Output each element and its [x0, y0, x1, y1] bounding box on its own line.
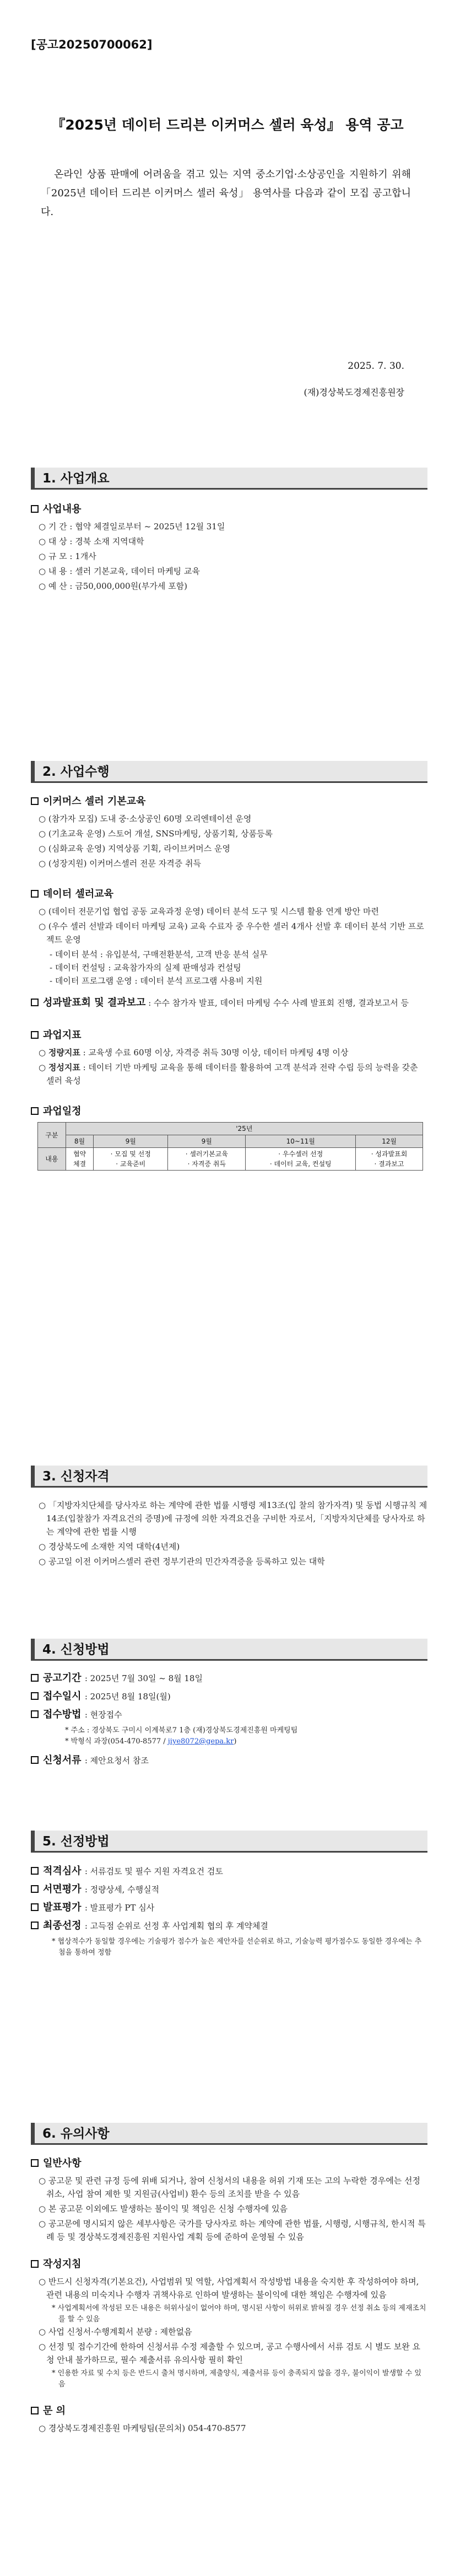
- list-item: ○ 기 간 : 협약 체결일로부터 ~ 2025년 12월 31일: [31, 520, 427, 533]
- list-subitem: - 데이터 컨설팅 : 교육참가자의 실제 판매성과 컨설팅: [31, 961, 427, 974]
- field-label: 공고기간: [43, 1672, 82, 1684]
- field-value: 현장접수: [90, 1710, 122, 1720]
- contact-note: * 박형식 과장(054-470-8577 / jiye8072@gepa.kr): [31, 1736, 427, 1747]
- list-item: ○ 공고문에 명시되지 않은 세부사항은 국가를 당사자로 하는 계약에 관한 법률, 시행령, 시행규칙, 한시적 특례 등 및 경상북도경제진흥원 지원사업 계획 등에 준하여 운영될 수 있음: [31, 2217, 427, 2244]
- table-header: '25년: [66, 1123, 422, 1135]
- field-label: 최종선정: [43, 1920, 82, 1931]
- table-header: 구분: [38, 1123, 66, 1148]
- checkbox-icon: [31, 1692, 39, 1700]
- address-note: * 주소 : 경상북도 구미시 이계북로7 1층 (재)경상북도경제진흥원 마케팅팀: [31, 1725, 427, 1736]
- checkbox-icon: [31, 890, 39, 898]
- indicator-value: 데이터 기반 마케팅 교육을 통해 데이터를 활용하여 고객 분석과 전략 수립 등의 능력을 갖춘 셀러 육성: [46, 1062, 418, 1086]
- notice-number: [공고20250700062]: [31, 38, 153, 51]
- checkbox-icon: [31, 1031, 39, 1039]
- email-link[interactable]: jiye8072@gepa.kr: [167, 1737, 234, 1746]
- list-subitem: - 데이터 분석 : 유입분석, 구매전환분석, 고객 반응 분석 실무: [31, 948, 427, 961]
- field-value: 2025년 7월 30일 ~ 8월 18일: [90, 1673, 203, 1683]
- list-item: ○ (데이터 전문기업 협업 공동 교육과정 운영) 데이터 분석 도구 및 시스템 활용 연계 방안 마련: [31, 905, 427, 918]
- indicator-label: 정량지표: [48, 1048, 80, 1058]
- list-item: ○ 사업 신청서·수행계획서 분량 : 제한없음: [31, 2325, 427, 2338]
- eligibility-block: [31, 1499, 427, 1570]
- list-subitem: - 데이터 프로그램 운영 : 데이터 분석 프로그램 사용비 지원: [31, 974, 427, 988]
- section-header-execution: 2. 사업수행: [31, 761, 427, 783]
- section-header-application: 4. 신청방법: [31, 1639, 427, 1661]
- list-item: ○ (참가자 모집) 도내 중·소상공인 60명 오리엔테이션 운영: [31, 812, 427, 825]
- table-cell: · 성과발표회 · 결과보고: [356, 1148, 423, 1171]
- table-header: 8월: [66, 1135, 94, 1148]
- field-value: 정량상세, 수행실적: [90, 1885, 160, 1895]
- section-header-overview: 1. 사업개요: [31, 468, 427, 490]
- table-cell: · 셀러기본교육 · 자격증 취득: [168, 1148, 246, 1171]
- checkbox-icon: [31, 1867, 39, 1875]
- checkbox-icon: [31, 1922, 39, 1929]
- field-value: 제안요청서 참조: [90, 1756, 149, 1765]
- checkbox-icon: [31, 2159, 39, 2167]
- selection-block: 적격심사 : 서류검토 및 필수 지원 자격요건 검토 서면평가 : 정량상세, 수행실적 발표평가 : 발표평가 PT 심사 최종선정 : 고득점 순위로 선정 후 사업계획 협의 후 계약체결 * 협상적수가 동일할 경우에는 기술평가 점수가 높은 제안자를 선순위로 하고, 기술능력 평가점수도 동일한 경우에는 추첨을 통하여 정함: [31, 1864, 427, 1958]
- notice-date: 2025. 7. 30.: [348, 361, 404, 372]
- list-item: ○ (성장지원) 이커머스셀러 전문 자격증 취득: [31, 857, 427, 870]
- table-header: 9월: [168, 1135, 246, 1148]
- table-header: 12월: [356, 1135, 423, 1148]
- section-header-eligibility: 3. 신청자격: [31, 1466, 427, 1488]
- list-item: ○ 예 산 : 금50,000,000원(부가세 포함): [31, 579, 427, 593]
- checkbox-icon: [31, 1885, 39, 1893]
- checkbox-icon: [31, 2260, 39, 2268]
- heading-schedule: 과업일정: [43, 1105, 82, 1117]
- schedule-table: [37, 1122, 423, 1171]
- field-label: 접수일시: [43, 1690, 82, 1702]
- heading-general: 일반사항: [43, 2158, 82, 2169]
- heading-contact: 문 의: [43, 2405, 66, 2417]
- overview-heading: 사업내용: [43, 503, 82, 515]
- application-block: 공고기간 : 2025년 7월 30일 ~ 8월 18일 접수일시 : 2025년 8월 18일(월) 접수방법 : 현장접수 * 주소 : 경상북도 구미시 이계북로7 1층 (재)경상북도경제진흥원 마케팅팀 * 박형식 과장(054-470-8577 / jiye8072@gepa.kr) 신청서류 : 제안요청서 참조: [31, 1671, 427, 1771]
- notes-block: [31, 2156, 427, 2437]
- list-item: ○ 대 상 : 경북 소재 지역대학: [31, 535, 427, 548]
- execution-block: 이커머스 셀러 기본교육 ○ (참가자 모집) 도내 중·소상공인 60명 오리엔테이션 운영 ○ (기초교육 운영) 스토어 개설, SNS마케팅, 상품기획, 상품등록 ○ (심화교육 운영) 지역상품 기획, 라이브커머스 운영 ○ (성장지원) 이커머스셀러 전문 자격증 취득 데이터 셀러교육 ○ (데이터 전문기업 협업 공동 교육과정 운영) 데이터 분석 도구 및 시스템 활용 연계 방안 마련 ○ (우수 셀러 선발과 데이터 마케팅 교육) 교육 수료자 중 우수한 셀러 4개사 선발 후 데이터 분석 기반 프로젝트 운영 - 데이터 분석 : 유입분석, 구매전환분석, 고객 반응 분석 실무 - 데이터 컨설팅 : 교육참가자의 실제 판매성과 컨설팅 - 데이터 프로그램 운영 : 데이터 분석 프로그램 사용비 지원 성과발표회 및 결과보고 : 수수 참가자 발표, 데이터 마케팅 수수 사례 발표회 진행, 결과보고서 등 과업지표 ○ 정량지표 : 교육생 수료 60명 이상, 자격증 취득 30명 이상, 데이터 마케팅 4명 이상 ○ 정성지표 : 데이터 기반 마케팅 교육을 통해 데이터를 활용하여 고객 분석과 전략 수립 등의 능력을 갖춘 셀러 육성 과업일정 구분 '25년 8월 9월 9월 10~11월 12월 내용 협약 체결 · 모집 및 선정 · 교육준비 · 셀러기본교육 · 자격증 취득 · 우수셀러 선정 · 데이터 교육, 컨설팅 · 성과발표회 · 결과보고: [31, 794, 427, 1171]
- list-item: ○ (우수 셀러 선발과 데이터 마케팅 교육) 교육 수료자 중 우수한 셀러 4개사 선발 후 데이터 분석 기반 프로젝트 운영: [31, 920, 427, 946]
- list-note: * 사업계획서에 작성된 모든 내용은 허위사실이 없어야 하며, 명시된 사항이 허위로 밝혀질 경우 선정 취소 등의 제재조치를 할 수 있음: [31, 2303, 427, 2325]
- indicator-value: 교육생 수료 60명 이상, 자격증 취득 30명 이상, 데이터 마케팅 4명 이상: [88, 1048, 349, 1058]
- indicator-label: 정성지표: [48, 1062, 80, 1072]
- heading-results: 성과발표회 및 결과보고: [43, 997, 146, 1008]
- list-item: ○ 공고일 이전 이커머스셀러 관련 정부기관의 민간자격증을 등록하고 있는 대학: [31, 1555, 427, 1568]
- table-cell: · 모집 및 선정 · 교육준비: [94, 1148, 168, 1171]
- heading-guidelines: 작성지침: [43, 2258, 82, 2270]
- table-header: 10~11월: [246, 1135, 356, 1148]
- list-item: ○ 「지방자치단체를 당사자로 하는 계약에 관한 법률 시행령 제13조(입 찰의 참가자격) 및 동법 시행규칙 제14조(입찰참가 자격요건의 증명)에 규정에 의한 자격요건을 구비한 자로서,「지방자치단체를 당사자로 하는 계약에 관한 법률 시행: [31, 1499, 427, 1538]
- field-value: 2025년 8월 18일(월): [90, 1692, 171, 1702]
- list-item: ○ 선정 및 접수기간에 한하여 신청서류 수정 제출할 수 있으며, 공고 수행사에서 서류 검토 시 별도 보완 요청 안내 불가하므로, 필수 제출서류 유의사항 필히 확인: [31, 2340, 427, 2366]
- list-item: ○ 반드시 신청자격(기본요건), 사업범위 및 역할, 사업계획서 작성방법 내용을 숙지한 후 작성하여야 하며, 관련 내용의 미숙지나 수행자 귀책사유로 인하여 발생하는 불이익에 대한 책임은 수행자에 있음: [31, 2275, 427, 2301]
- heading-data-education: 데이터 셀러교육: [43, 888, 113, 900]
- list-item: ○ 경상북도에 소재한 지역 대학(4년제): [31, 1540, 427, 1553]
- checkbox-icon: [31, 1674, 39, 1682]
- table-cell: 협약 체결: [66, 1148, 94, 1171]
- field-label: 신청서류: [43, 1754, 82, 1766]
- field-label: 서면평가: [43, 1883, 82, 1895]
- section-header-notes: 6. 유의사항: [31, 2123, 427, 2145]
- field-value: 고득점 순위로 선정 후 사업계획 협의 후 계약체결: [90, 1921, 268, 1931]
- page-title: 『2025년 데이터 드리븐 이커머스 셀러 육성』 용역 공고: [51, 117, 404, 133]
- table-cell: 내용: [38, 1148, 66, 1171]
- checkbox-icon: [31, 1107, 39, 1115]
- checkbox-icon: [31, 797, 39, 805]
- intro-paragraph: 온라인 상품 판매에 어려움을 겪고 있는 지역 중소기업·소상공인을 지원하기 위해 「2025년 데이터 드리븐 이커머스 셀러 육성」 용역사를 다음과 같이 모집 공고합니다.: [41, 169, 411, 218]
- checkbox-icon: [31, 999, 39, 1006]
- overview-block: [31, 502, 427, 594]
- list-item: ○ 내 용 : 셀러 기본교육, 데이터 마케팅 교육: [31, 565, 427, 578]
- list-item: ○ 규 모 : 1개사: [31, 550, 427, 563]
- checkbox-icon: [31, 1756, 39, 1764]
- checkbox-icon: [31, 1903, 39, 1911]
- list-item: ○ (기초교육 운영) 스토어 개설, SNS마케팅, 상품기획, 상품등록: [31, 827, 427, 840]
- section-header-selection: 5. 선정방법: [31, 1831, 427, 1853]
- selection-note: * 협상적수가 동일할 경우에는 기술평가 점수가 높은 제안자를 선순위로 하고, 기술능력 평가점수도 동일한 경우에는 추첨을 통하여 정함: [31, 1936, 427, 1958]
- field-value: 서류검토 및 필수 지원 자격요건 검토: [90, 1866, 223, 1876]
- heading-indicators: 과업지표: [43, 1029, 82, 1041]
- checkbox-icon: [31, 2407, 39, 2414]
- field-label: 적격심사: [43, 1865, 82, 1877]
- field-label: 접수방법: [43, 1709, 82, 1720]
- heading-basic-education: 이커머스 셀러 기본교육: [43, 796, 146, 807]
- table-header: 9월: [94, 1135, 168, 1148]
- list-item: ○ 경상북도경제진흥원 마케팅팀(문의처) 054-470-8577: [31, 2422, 427, 2435]
- results-text: 수수 참가자 발표, 데이터 마케팅 수수 사례 발표회 진행, 결과보고서 등: [154, 998, 409, 1008]
- checkbox-icon: [31, 505, 39, 513]
- list-note: * 인용한 자료 및 수치 등은 반드시 출처 명시하며, 제출양식, 제출서류 등이 충족되지 않을 경우, 불이익이 발생할 수 있음: [31, 2368, 427, 2390]
- list-item: ○ (심화교육 운영) 지역상품 기획, 라이브커머스 운영: [31, 842, 427, 855]
- table-cell: · 우수셀러 선정 · 데이터 교육, 컨설팅: [246, 1148, 356, 1171]
- checkbox-icon: [31, 1710, 39, 1718]
- list-item: ○ 공고문 및 관련 규정 등에 위배 되거나, 참여 신청서의 내용을 허위 기재 또는 고의 누락한 경우에는 선정 취소, 사업 참여 제한 및 지원금(사업비) 환수 등의 조치를 받을 수 있음: [31, 2174, 427, 2201]
- list-item: ○ 본 공고문 이외에도 발생하는 불이익 및 책임은 신청 수행자에 있음: [31, 2202, 427, 2215]
- field-value: 발표평가 PT 심사: [90, 1903, 155, 1913]
- field-label: 발표평가: [43, 1902, 82, 1913]
- issuer: (재)경상북도경제진흥원장: [304, 387, 404, 398]
